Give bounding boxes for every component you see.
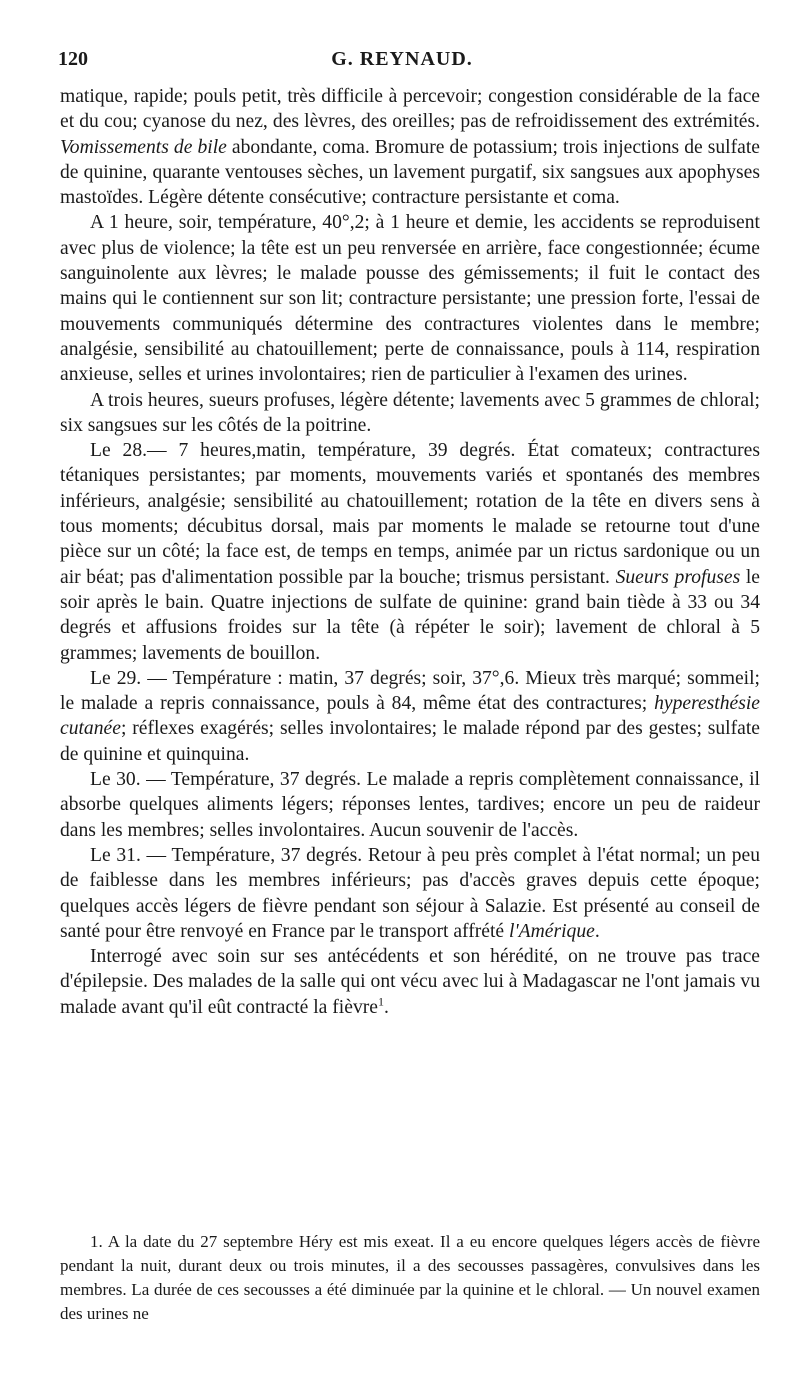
page-number: 120: [58, 48, 88, 70]
text-run: le soir après le bain. Quatre injections de sulfate de quinine: grand bain tiède à 33 ou 34 degrés et affusions froides sur la tête (à répéter le soir); lavement de chloral à 5 grammes; lavements de bouillon.: [60, 566, 760, 664]
footnote-ref: 1: [377, 994, 384, 1009]
paragraph: [60, 944, 760, 1020]
paragraph: [60, 666, 760, 767]
text-run: abondante, coma. Bromure de potassium; trois injections de sulfate de quinine, quarante ventouses sèches, un lavement purgatif, six sangsues aux apophyses mastoïdes. Légère détente consécutive; contracture persistante et coma.: [60, 136, 760, 209]
italic-text: hyperesthésie cutanée: [60, 693, 760, 740]
paragraph: [60, 438, 760, 666]
text-run: .: [383, 996, 389, 1018]
text-run: A 1 heure, soir, température, 40°,2; à 1 heure et demie, les accidents se reproduisent avec plus de violence; la tête est un peu renversée en arrière, face congestionnée; écume sanguinolente aux lèvres; le malade pousse des gémissements; il fuit le contact des mains qui le contiennent sur son lit; contracture persistante; une pression forte, l'essai de mouvements communiqués détermine des contractures violentes dans le membre; analgésie, sensibilité au chatouillement; perte de connaissance, pouls à 114, respiration anxieuse, selles et urines involontaires; rien de particulier à l'examen des urines.: [60, 212, 760, 386]
paragraph: [60, 388, 760, 439]
footnote: [60, 1230, 760, 1326]
italic-text: Vomissements de bile: [60, 136, 227, 158]
italic-text: Sueurs profuses: [615, 566, 741, 588]
paragraph: [60, 84, 760, 210]
text-run: Le 31. — Température, 37 degrés. Retour à peu près complet à l'état normal; un peu de faiblesse dans les membres inférieurs; pas d'accès graves depuis cette époque; quelques accès légers de fièvre pendant son séjour à Salazie. Est présenté au conseil de santé pour être renvoyé en France par le transport affrété: [60, 844, 760, 942]
text-run: Le 29. — Température : matin, 37 degrés; soir, 37°,6. Mieux très marqué; sommeil; le malade a repris connaissance, pouls à 84, même état des contractures;: [60, 667, 760, 715]
paragraph: [60, 767, 760, 843]
italic-text: l'Amérique: [509, 920, 595, 942]
footnote-text: 1. A la date du 27 septembre Héry est mis exeat. Il a eu encore quelques légers accès de fièvre pendant la nuit, durant deux ou trois minutes, il a des secousses passagères, convulsives dans les membres. La durée de ces secousses a été diminuée par la quinine et le chloral. — Un nouvel examen des urines ne: [60, 1232, 760, 1323]
page-header: [48, 48, 756, 78]
text-run: Le 30. — Température, 37 degrés. Le malade a repris complètement connaissance, il absorbe quelques aliments légers; réponses lentes, tardives; encore un peu de raideur dans les membres; selles involontaires. Aucun souvenir de l'accès.: [60, 769, 760, 841]
body-text: [60, 84, 760, 1020]
paragraph: [60, 210, 760, 387]
text-run: ; réflexes exagérés; selles involontaires; le malade répond par des gestes; sulfate de quinine et quinquina.: [60, 718, 760, 765]
text-run: Le 28.— 7 heures,matin, température, 39 degrés. État comateux; contractures tétaniques persistantes; par moments, mouvements variés et spontanés des membres inférieurs, analgésie; sensibilité au chatouillement; rotation de la tête en divers sens à tous moments; décubitus dorsal, mais par moments le malade se retourne tout d'une pièce sur un côté; la face est, de temps en temps, animée par un rictus sardonique ou un air béat; pas d'alimentation possible par la bouche; trismus persistant.: [60, 440, 760, 588]
text-run: .: [594, 920, 600, 942]
text-run: Interrogé avec soin sur ses antécédents et son hérédité, on ne trouve pas trace d'épilepsie. Des malades de la salle qui ont vécu avec lui à Madagascar ne l'ont jamais vu malade avant qu'il eût contracté la fièvre: [60, 946, 760, 1018]
text-run: A trois heures, sueurs profuses, légère détente; lavements avec 5 grammes de chloral; six sangsues sur les côtés de la poitrine.: [60, 389, 760, 436]
running-head: G. REYNAUD.: [331, 48, 473, 70]
text-run: matique, rapide; pouls petit, très difficile à percevoir; congestion considérable de la face et du cou; cyanose du nez, des lèvres, des oreilles; pas de refroidissement des extrémités.: [60, 86, 760, 133]
paragraph: [60, 843, 760, 944]
